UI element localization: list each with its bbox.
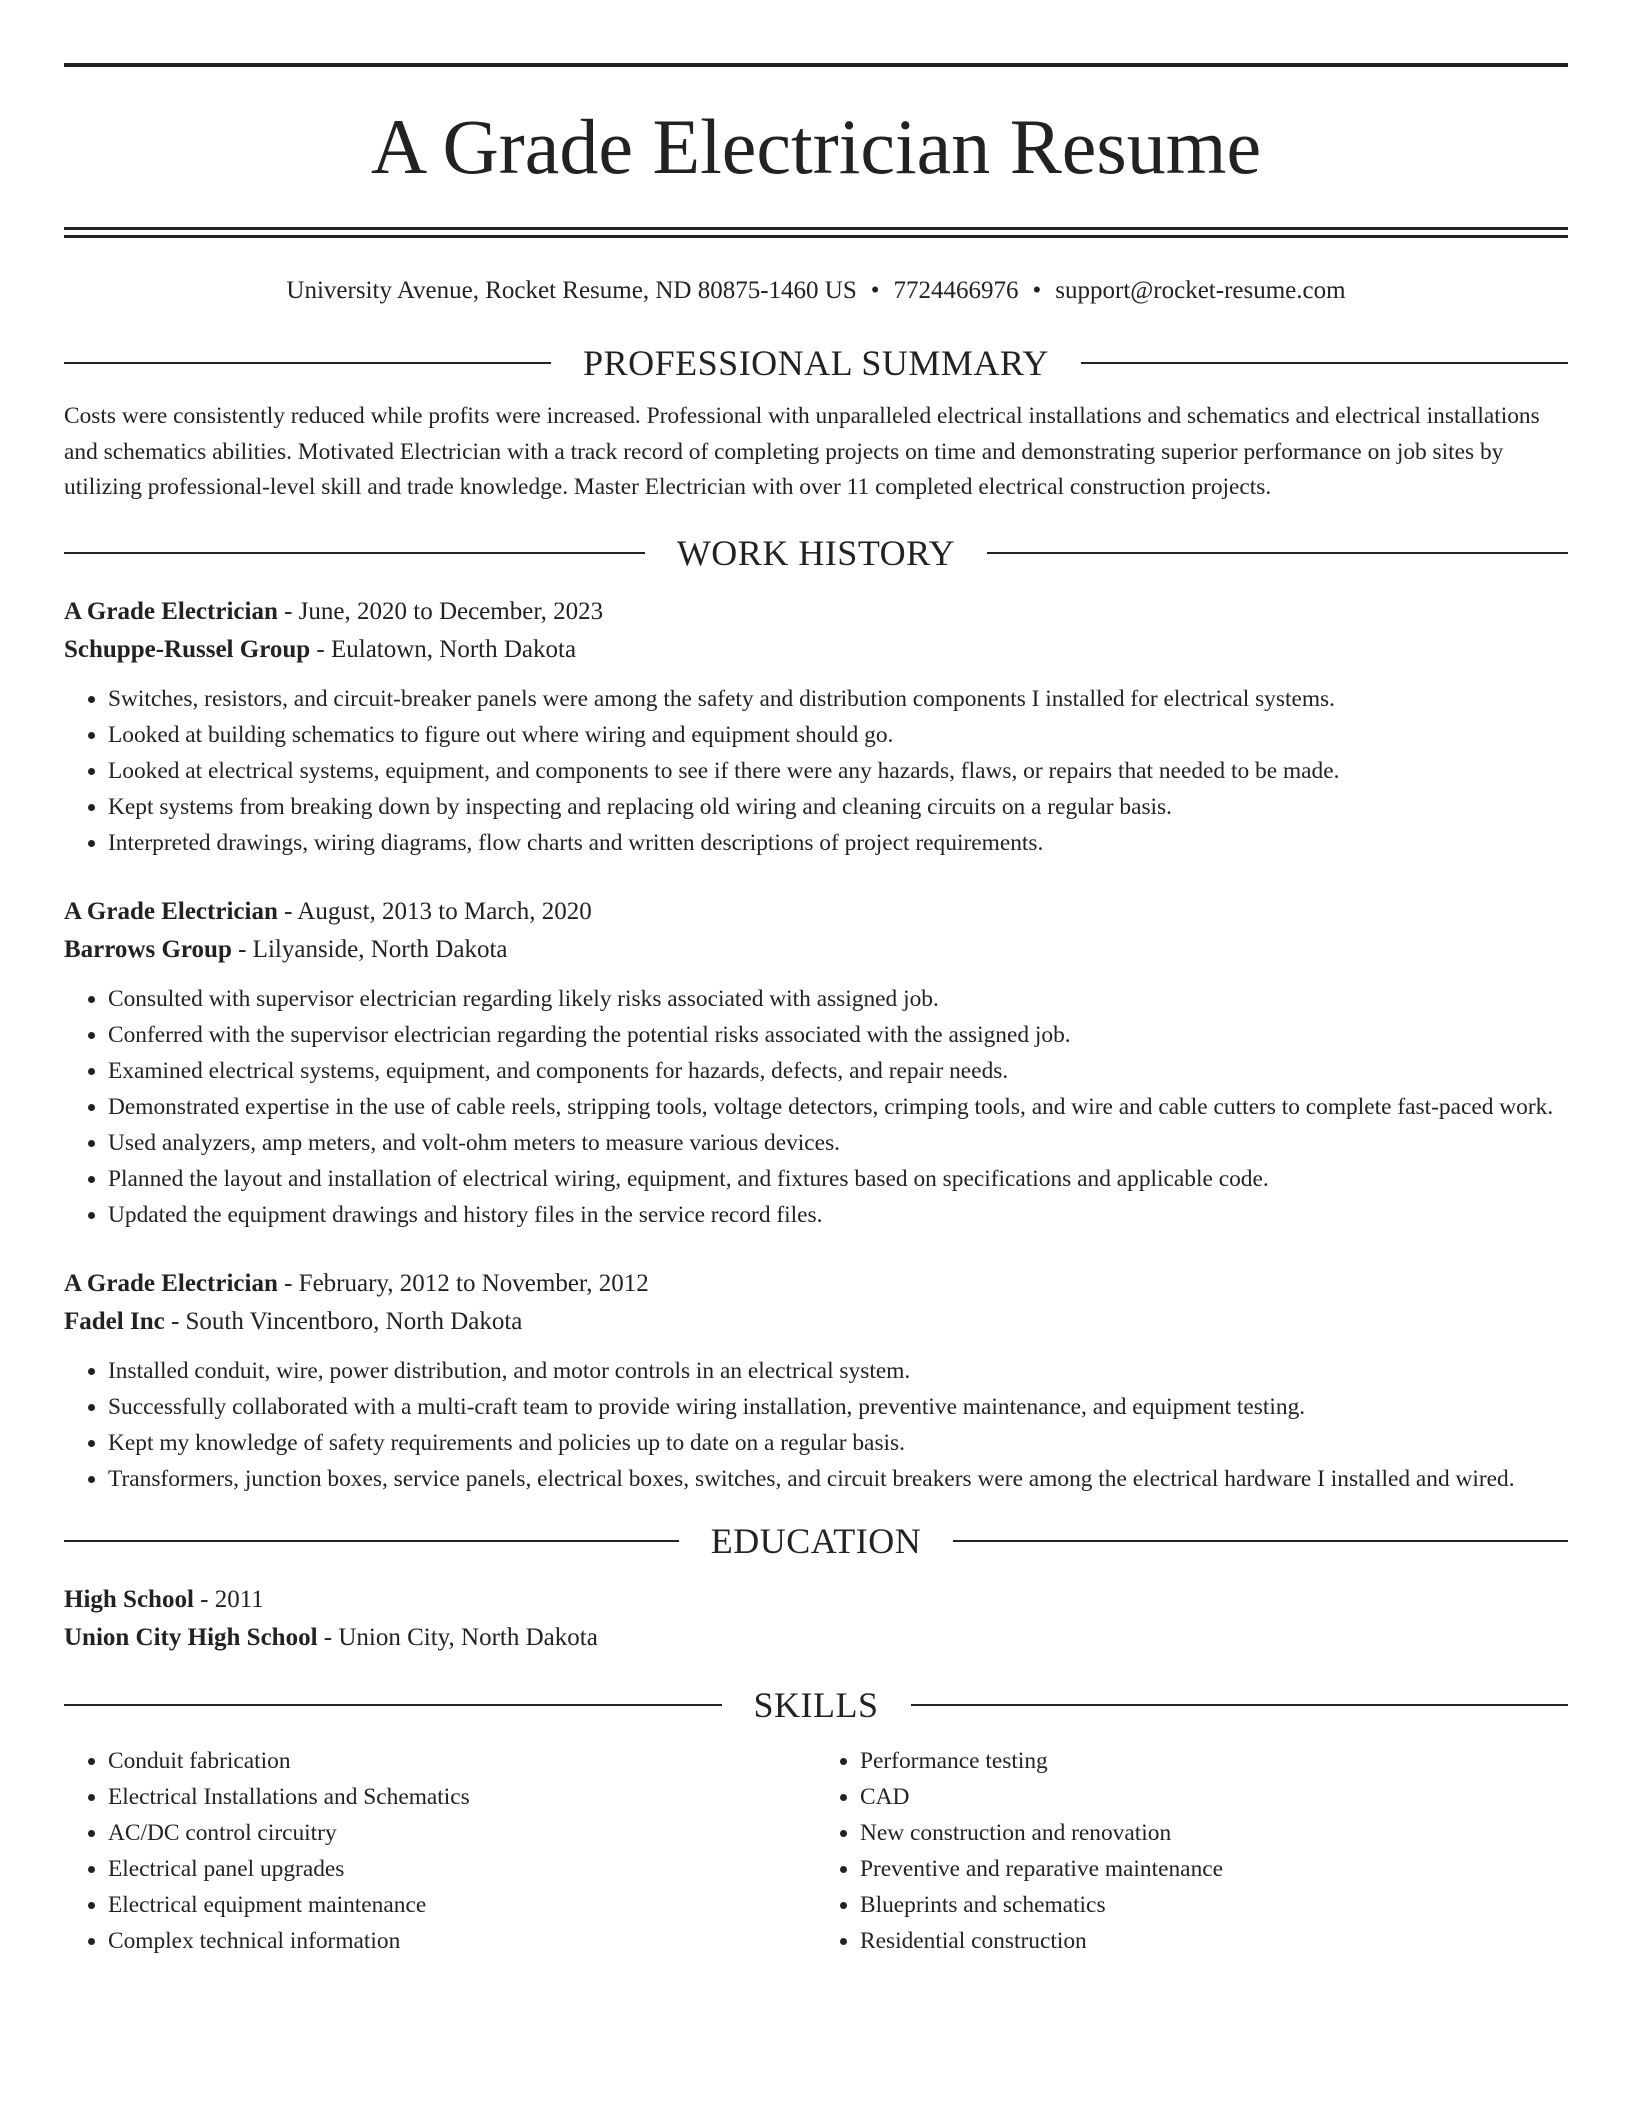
skill-item: • Electrical panel upgrades [108, 1851, 816, 1887]
list-item: • Transformers, junction boxes, service panels, electrical boxes, switches, and circuit breakers were among the electrical hardware I installed and wired. [108, 1461, 1568, 1497]
skills-right-list [816, 1743, 1568, 1959]
summary-section-heading [64, 339, 1568, 387]
contact-separator: • [1032, 277, 1042, 304]
resume-content [64, 0, 1568, 1959]
job-bullets [64, 981, 1568, 1233]
list-item: • Looked at electrical systems, equipment, and components to see if there were any hazards, flaws, or repairs that needed to be made. [108, 753, 1568, 789]
skill-item: • Preventive and reparative maintenance [860, 1851, 1568, 1887]
divider-line [911, 1704, 1569, 1706]
list-item: • Interpreted drawings, wiring diagrams, flow charts and written descriptions of project requirements. [108, 825, 1568, 861]
work-section-heading [64, 529, 1568, 577]
skill-item: • Electrical equipment maintenance [108, 1887, 816, 1923]
resume-title: A Grade Electrician Resume [370, 103, 1262, 190]
list-item: • Used analyzers, amp meters, and volt-ohm meters to measure various devices. [108, 1125, 1568, 1161]
job-company: Schuppe-Russel Group [64, 635, 311, 663]
summary-text: Costs were consistently reduced while profits were increased. Professional with unparalleled electrical installations and schematics and electrical installations and schematics abilities. Motivated Electrician with a track record of completing projects on time and demonstrating superior performance on job sites by utilizing professional-level skill and trade knowledge. Master Electrician with over 11 completed electrical construction projects. [64, 403, 1540, 500]
contact-separator: • [870, 277, 880, 304]
skill-item: • Electrical Installations and Schematics [108, 1779, 816, 1815]
job-location: - South Vincentboro, North Dakota [164, 1307, 523, 1335]
education-year: - 2011 [193, 1585, 264, 1613]
skill-item: • AC/DC control circuitry [108, 1815, 816, 1851]
job-location: - Eulatown, North Dakota [310, 635, 577, 663]
top-rule [64, 63, 1568, 67]
skills-heading: SKILLS [753, 1684, 879, 1725]
education-heading: EDUCATION [710, 1520, 922, 1561]
divider-line [64, 1704, 722, 1706]
education-location: - Union City, North Dakota [317, 1623, 598, 1651]
job-bullets [64, 1353, 1568, 1497]
divider-line [953, 1540, 1568, 1542]
job-company: Fadel Inc [64, 1307, 165, 1335]
job-bullets [64, 681, 1568, 861]
divider-line [64, 552, 645, 554]
job-company-line [64, 931, 1568, 969]
job-entry [64, 593, 1568, 861]
job-entry [64, 893, 1568, 1233]
job-company: Barrows Group [64, 935, 232, 963]
job-title: A Grade Electrician [64, 897, 278, 925]
job-entry [64, 1265, 1568, 1497]
education-section-heading [64, 1517, 1568, 1565]
summary-heading: PROFESSIONAL SUMMARY [583, 343, 1049, 383]
skill-item: • New construction and renovation [860, 1815, 1568, 1851]
job-title: A Grade Electrician [64, 1269, 278, 1297]
skill-item: • Conduit fabrication [108, 1743, 816, 1779]
job-title: A Grade Electrician [64, 597, 278, 625]
skill-item: • Residential construction [860, 1923, 1568, 1959]
contact-line [64, 275, 1568, 307]
skill-item: • Blueprints and schematics [860, 1887, 1568, 1923]
contact-address: University Avenue, Rocket Resume, ND 80875-1460 US [286, 277, 857, 304]
title-double-rule [64, 227, 1568, 238]
work-heading: WORK HISTORY [676, 532, 956, 573]
list-item: • Kept systems from breaking down by inspecting and replacing old wiring and cleaning circuits on a regular basis. [108, 789, 1568, 825]
education-degree: High School [64, 1585, 194, 1613]
job-dates: - February, 2012 to November, 2012 [277, 1269, 649, 1297]
job-title-line [64, 893, 1568, 931]
list-item: • Examined electrical systems, equipment, and components for hazards, defects, and repair needs. [108, 1053, 1568, 1089]
list-item: • Kept my knowledge of safety requirements and policies up to date on a regular basis. [108, 1425, 1568, 1461]
divider-line [64, 1540, 679, 1542]
divider-line [64, 362, 551, 364]
job-title-line [64, 1265, 1568, 1303]
skills-columns [64, 1743, 1568, 1959]
job-title-line [64, 593, 1568, 631]
list-item: • Conferred with the supervisor electrician regarding the potential risks associated with the assigned job. [108, 1017, 1568, 1053]
list-item: • Consulted with supervisor electrician regarding likely risks associated with assigned job. [108, 981, 1568, 1017]
job-dates: - August, 2013 to March, 2020 [277, 897, 592, 925]
skill-item: • Complex technical information [108, 1923, 816, 1959]
skills-left-list [64, 1743, 816, 1959]
job-company-line [64, 631, 1568, 669]
job-company-line [64, 1303, 1568, 1341]
skill-item: • CAD [860, 1779, 1568, 1815]
job-dates: - June, 2020 to December, 2023 [277, 597, 604, 625]
contact-phone: 7724466976 [893, 277, 1019, 304]
divider-line [987, 552, 1568, 554]
education-school-line [64, 1619, 1568, 1657]
education-school: Union City High School [64, 1623, 318, 1651]
list-item: • Demonstrated expertise in the use of cable reels, stripping tools, voltage detectors, crimping tools, and wire and cable cutters to complete fast-paced work. [108, 1089, 1568, 1125]
list-item: • Looked at building schematics to figure out where wiring and equipment should go. [108, 717, 1568, 753]
list-item: • Successfully collaborated with a multi-craft team to provide wiring installation, preventive maintenance, and equipment testing. [108, 1389, 1568, 1425]
list-item: • Planned the layout and installation of electrical wiring, equipment, and fixtures based on specifications and applicable code. [108, 1161, 1568, 1197]
skills-section-heading [64, 1681, 1568, 1729]
skill-item: • Performance testing [860, 1743, 1568, 1779]
list-item: • Updated the equipment drawings and history files in the service record files. [108, 1197, 1568, 1233]
contact-email: support@rocket-resume.com [1055, 277, 1346, 304]
divider-line [1081, 362, 1568, 364]
list-item: • Installed conduit, wire, power distribution, and motor controls in an electrical system. [108, 1353, 1568, 1389]
education-degree-line [64, 1581, 1568, 1619]
job-location: - Lilyanside, North Dakota [231, 935, 508, 963]
education-entry [64, 1581, 1568, 1657]
list-item: • Switches, resistors, and circuit-breaker panels were among the safety and distribution components I installed for electrical systems. [108, 681, 1568, 717]
